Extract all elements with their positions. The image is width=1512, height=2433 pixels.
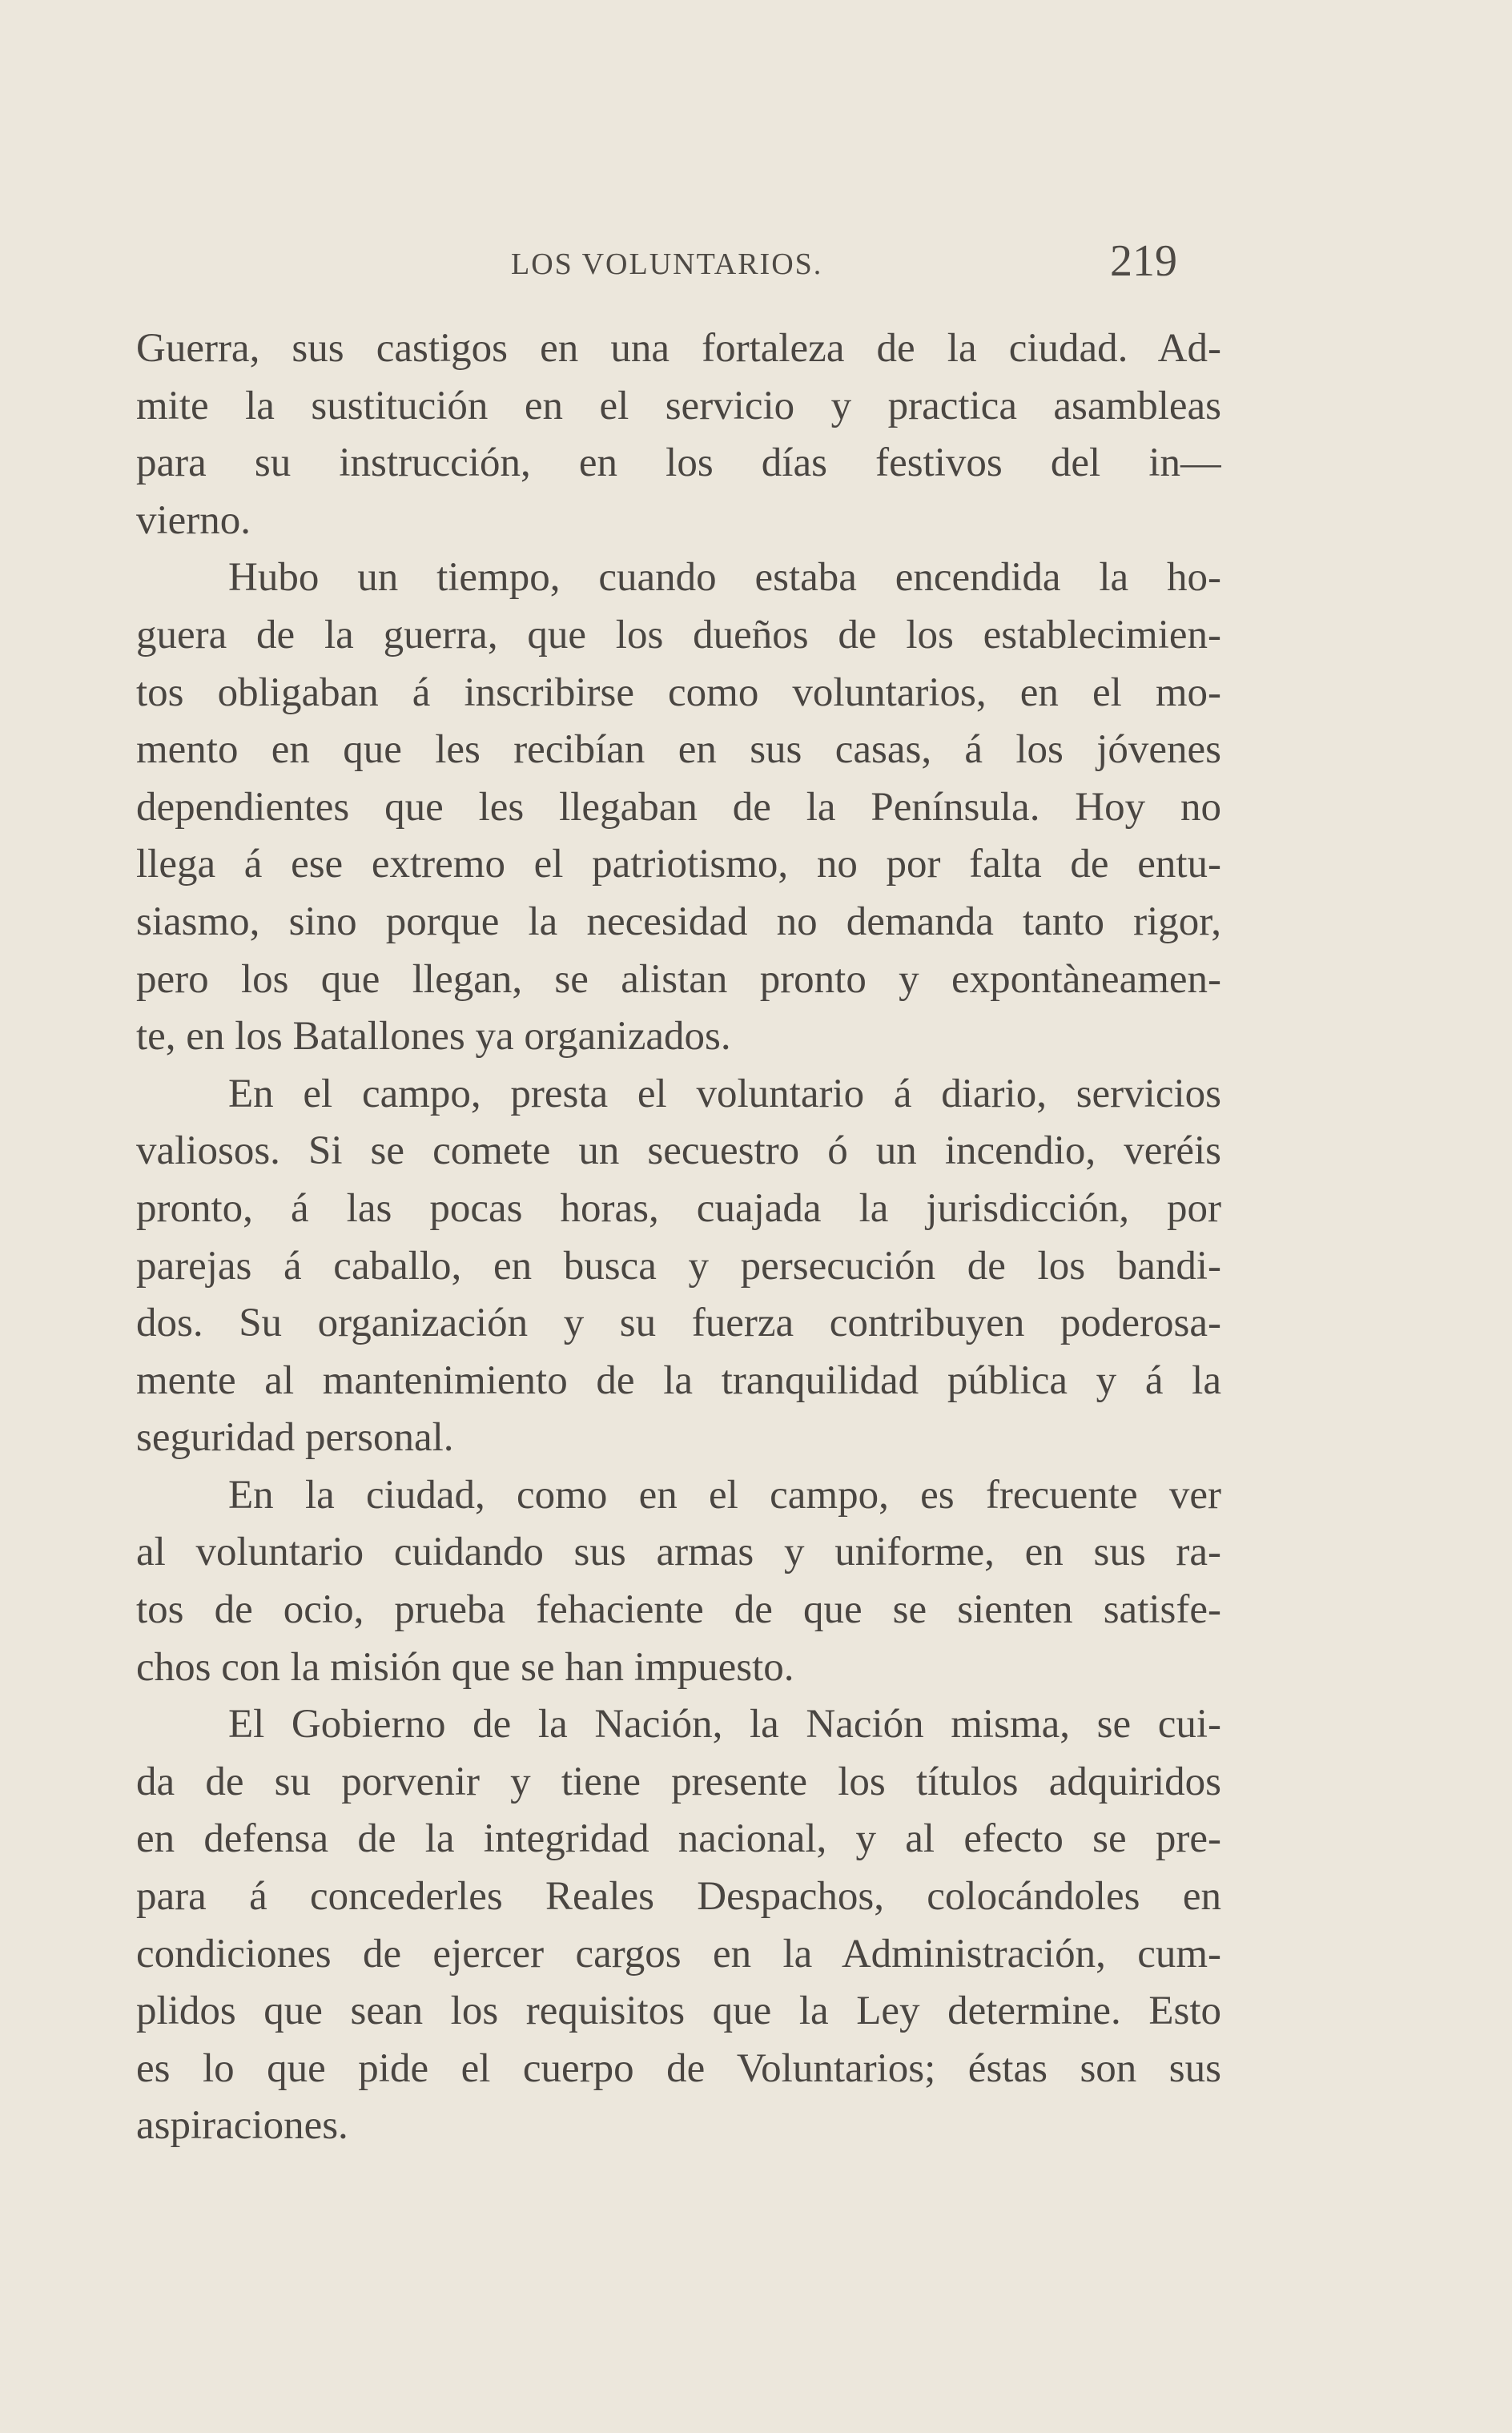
text-line — [136, 1066, 1221, 1124]
text-line: chos con la misión que se han impuesto. — [136, 1644, 794, 1690]
body-text — [136, 320, 1221, 2155]
text-line-inner: mite la sustitución en el servicio y practica asambleas — [136, 383, 1221, 428]
text-line — [136, 951, 1221, 1009]
text-line — [136, 665, 1221, 722]
text-line — [136, 779, 1221, 837]
text-line — [136, 1180, 1221, 1238]
text-line-inner: da de su porvenir y tiene presente los títulos adquiridos — [136, 1759, 1221, 1804]
text-line-inner: parejas á caballo, en busca y persecución de los bandi- — [136, 1243, 1221, 1289]
text-line-inner: En el campo, presta el voluntario á diario, servicios — [228, 1071, 1221, 1116]
text-line — [136, 836, 1221, 894]
text-line: seguridad personal. — [136, 1415, 454, 1461]
text-line — [136, 1868, 1221, 1926]
text-line-inner: tos de ocio, prueba fehaciente de que se sienten satisfe- — [136, 1587, 1221, 1633]
text-line-inner: siasmo, sino porque la necesidad no demanda tanto rigor, — [136, 899, 1221, 944]
text-line-inner: al voluntario cuidando sus armas y uniforme, en sus ra- — [136, 1530, 1221, 1575]
text-line — [136, 549, 1221, 607]
text-line — [136, 435, 1221, 493]
text-line — [136, 1123, 1221, 1180]
text-line — [136, 1811, 1221, 1868]
text-line-inner: en defensa de la integridad nacional, y al efecto se pre- — [136, 1816, 1221, 1862]
text-line — [136, 2041, 1221, 2098]
text-line — [136, 1754, 1221, 1812]
text-line — [136, 1238, 1221, 1296]
text-line-inner: tos obligaban á inscribirse como voluntarios, en el mo- — [136, 670, 1221, 715]
text-line — [136, 894, 1221, 951]
text-line — [136, 1467, 1221, 1525]
text-line — [136, 1582, 1221, 1639]
text-line-inner: llega á ese extremo el patriotismo, no por falta de entu- — [136, 842, 1221, 887]
page-header — [0, 231, 1512, 287]
text-line-inner: dependientes que les llegaban de la Península. Hoy no — [136, 784, 1221, 830]
text-line — [136, 378, 1221, 436]
text-line: aspiraciones. — [136, 2103, 348, 2149]
text-line-inner: En la ciudad, como en el campo, es frecuente ver — [228, 1472, 1221, 1518]
text-line-inner: Guerra, sus castigos en una fortaleza de la ciudad. Ad- — [136, 326, 1221, 371]
text-line-inner: dos. Su organización y su fuerza contribuyen poderosa- — [136, 1301, 1221, 1346]
text-line: vierno. — [136, 497, 251, 543]
text-line-inner: Hubo un tiempo, cuando estaba encendida la ho- — [228, 555, 1221, 601]
text-line — [136, 1353, 1221, 1410]
text-line — [136, 607, 1221, 665]
text-line-inner: es lo que pide el cuerpo de Voluntarios; éstas son sus — [136, 2045, 1221, 2091]
text-line — [136, 1983, 1221, 2041]
text-line-inner: pero los que llegan, se alistan pronto y expontàneamen- — [136, 956, 1221, 1002]
text-line-inner: valiosos. Si se comete un secuestro ó un incendio, veréis — [136, 1128, 1221, 1174]
text-line-inner: guera de la guerra, que los dueños de los establecimien- — [136, 612, 1221, 658]
text-line — [136, 1524, 1221, 1582]
text-line-inner: pronto, á las pocas horas, cuajada la jurisdicción, por — [136, 1185, 1221, 1231]
running-title: LOS VOLUNTARIOS. — [511, 247, 823, 281]
text-line-inner: para su instrucción, en los días festivos del in— — [136, 440, 1221, 486]
text-line — [136, 320, 1221, 378]
text-line-inner: para á concederles Reales Despachos, colocándoles en — [136, 1874, 1221, 1920]
text-line-inner: condiciones de ejercer cargos en la Administración, cum- — [136, 1931, 1221, 1977]
text-line: te, en los Batallones ya organizados. — [136, 1014, 731, 1060]
text-line-inner: mento en que les recibían en sus casas, á los jóvenes — [136, 727, 1221, 773]
text-line — [136, 1295, 1221, 1353]
text-line — [136, 722, 1221, 779]
text-line-inner: plidos que sean los requisitos que la Ley determine. Esto — [136, 1989, 1221, 2034]
text-line — [136, 1926, 1221, 1984]
text-line — [136, 1696, 1221, 1754]
text-line-inner: El Gobierno de la Nación, la Nación misma, se cui- — [228, 1702, 1221, 1747]
page-number: 219 — [1110, 236, 1177, 286]
text-line-inner: mente al mantenimiento de la tranquilidad pública y á la — [136, 1357, 1221, 1403]
